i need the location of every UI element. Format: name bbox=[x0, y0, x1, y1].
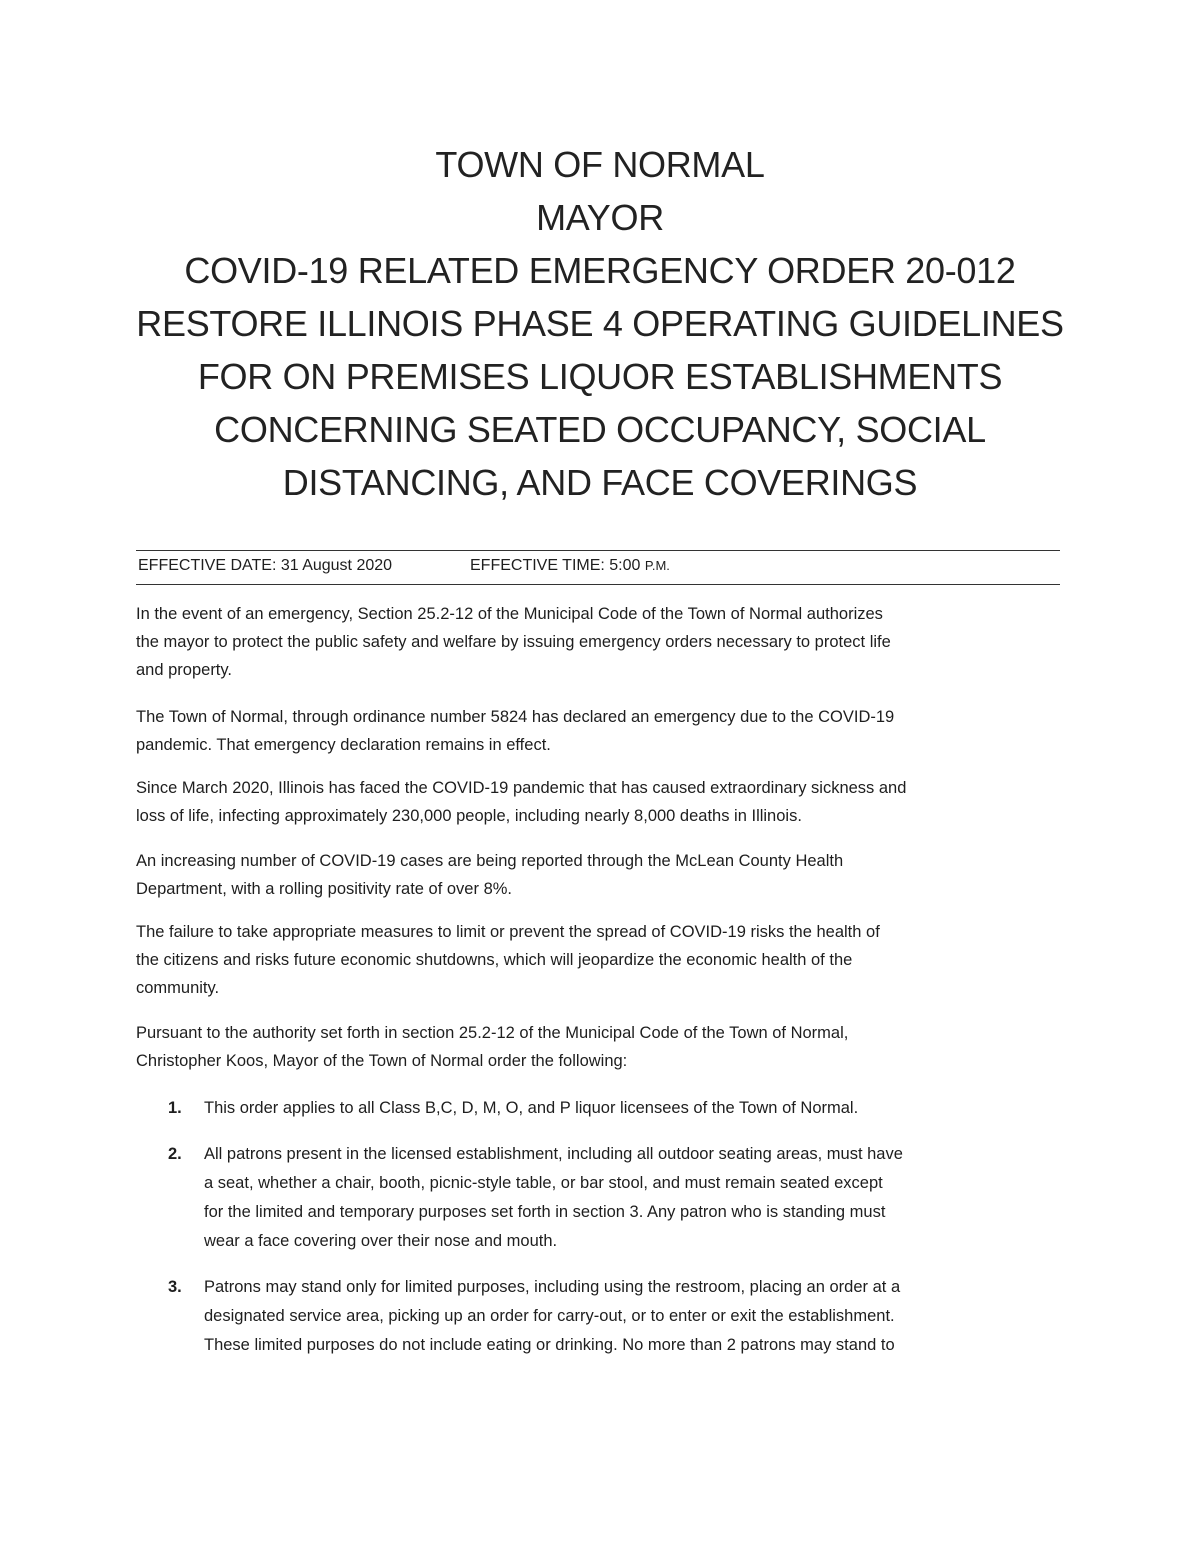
paragraph-line: the citizens and risks future economic shutdowns, which will jeopardize the economic health of the bbox=[136, 951, 853, 969]
title-line: DISTANCING, AND FACE COVERINGS bbox=[282, 462, 918, 503]
paragraph-ordinance bbox=[136, 703, 1066, 759]
paragraph-line: The failure to take appropriate measures to limit or prevent the spread of COVID-19 risks the health of bbox=[136, 923, 880, 941]
paragraph-line: loss of life, infecting approximately 230,000 people, including nearly 8,000 deaths in Illinois. bbox=[136, 807, 802, 825]
document-title bbox=[100, 138, 1100, 509]
paragraph-line: The Town of Normal, through ordinance number 5824 has declared an emergency due to the COVID-19 bbox=[136, 708, 895, 726]
item-line: for the limited and temporary purposes set forth in section 3. Any patron who is standing must bbox=[204, 1203, 886, 1221]
title-line: RESTORE ILLINOIS PHASE 4 OPERATING GUIDELINES bbox=[136, 303, 1064, 344]
effective-time-label: EFFECTIVE TIME: 5:00 bbox=[470, 557, 641, 574]
paragraph-line: community. bbox=[136, 979, 220, 997]
item-line: wear a face covering over their nose and mouth. bbox=[204, 1232, 558, 1250]
paragraph-line: An increasing number of COVID-19 cases are being reported through the McLean County Health bbox=[136, 852, 844, 870]
paragraph-pursuant bbox=[136, 1019, 1066, 1075]
paragraph-mclean-county bbox=[136, 847, 1066, 903]
paragraph-line: Pursuant to the authority set forth in section 25.2-12 of the Municipal Code of the Town of Normal, bbox=[136, 1024, 849, 1042]
item-line: designated service area, picking up an order for carry-out, or to enter or exit the establishment. bbox=[204, 1307, 895, 1325]
header-rule-top bbox=[136, 550, 1060, 551]
item-number: 2. bbox=[168, 1145, 182, 1163]
header-rule-bottom bbox=[136, 584, 1060, 585]
paragraph-line: the mayor to protect the public safety and welfare by issuing emergency orders necessary to protect life bbox=[136, 633, 891, 651]
item-body bbox=[204, 1273, 1064, 1360]
item-line: a seat, whether a chair, booth, picnic-style table, or bar stool, and must remain seated except bbox=[204, 1174, 883, 1192]
paragraph-line: pandemic. That emergency declaration remains in effect. bbox=[136, 736, 551, 754]
paragraph-line: Department, with a rolling positivity rate of over 8%. bbox=[136, 880, 512, 898]
title-line: TOWN OF NORMAL bbox=[435, 144, 765, 185]
paragraph-failure bbox=[136, 918, 1066, 1002]
item-body bbox=[204, 1140, 1064, 1256]
title-line: MAYOR bbox=[536, 197, 664, 238]
paragraph-line: and property. bbox=[136, 661, 233, 679]
paragraph-illinois-cases bbox=[136, 774, 1066, 830]
item-body bbox=[204, 1094, 1064, 1123]
title-line: COVID-19 RELATED EMERGENCY ORDER 20-012 bbox=[184, 250, 1016, 291]
title-line: CONCERNING SEATED OCCUPANCY, SOCIAL bbox=[214, 409, 986, 450]
item-number: 3. bbox=[168, 1278, 182, 1296]
effective-date: EFFECTIVE DATE: 31 August 2020 bbox=[138, 557, 393, 574]
effective-time bbox=[470, 557, 670, 574]
item-line: These limited purposes do not include eating or drinking. No more than 2 patrons may stand to bbox=[204, 1336, 895, 1354]
item-line: All patrons present in the licensed establishment, including all outdoor seating areas, must have bbox=[204, 1145, 903, 1163]
item-line: Patrons may stand only for limited purposes, including using the restroom, placing an order at a bbox=[204, 1278, 901, 1296]
item-line: This order applies to all Class B,C, D, M, O, and P liquor licensees of the Town of Normal. bbox=[204, 1099, 859, 1117]
title-line: FOR ON PREMISES LIQUOR ESTABLISHMENTS bbox=[197, 356, 1003, 397]
paragraph-line: In the event of an emergency, Section 25.2-12 of the Municipal Code of the Town of Normal authorizes bbox=[136, 605, 883, 623]
effective-time-suffix: P.M. bbox=[644, 558, 670, 573]
paragraph-line: Christopher Koos, Mayor of the Town of Normal order the following: bbox=[136, 1052, 628, 1070]
item-number: 1. bbox=[168, 1099, 182, 1117]
effective-info bbox=[138, 554, 670, 578]
paragraph-authority bbox=[136, 600, 1066, 684]
paragraph-line: Since March 2020, Illinois has faced the COVID-19 pandemic that has caused extraordinary sickness and bbox=[136, 779, 907, 797]
